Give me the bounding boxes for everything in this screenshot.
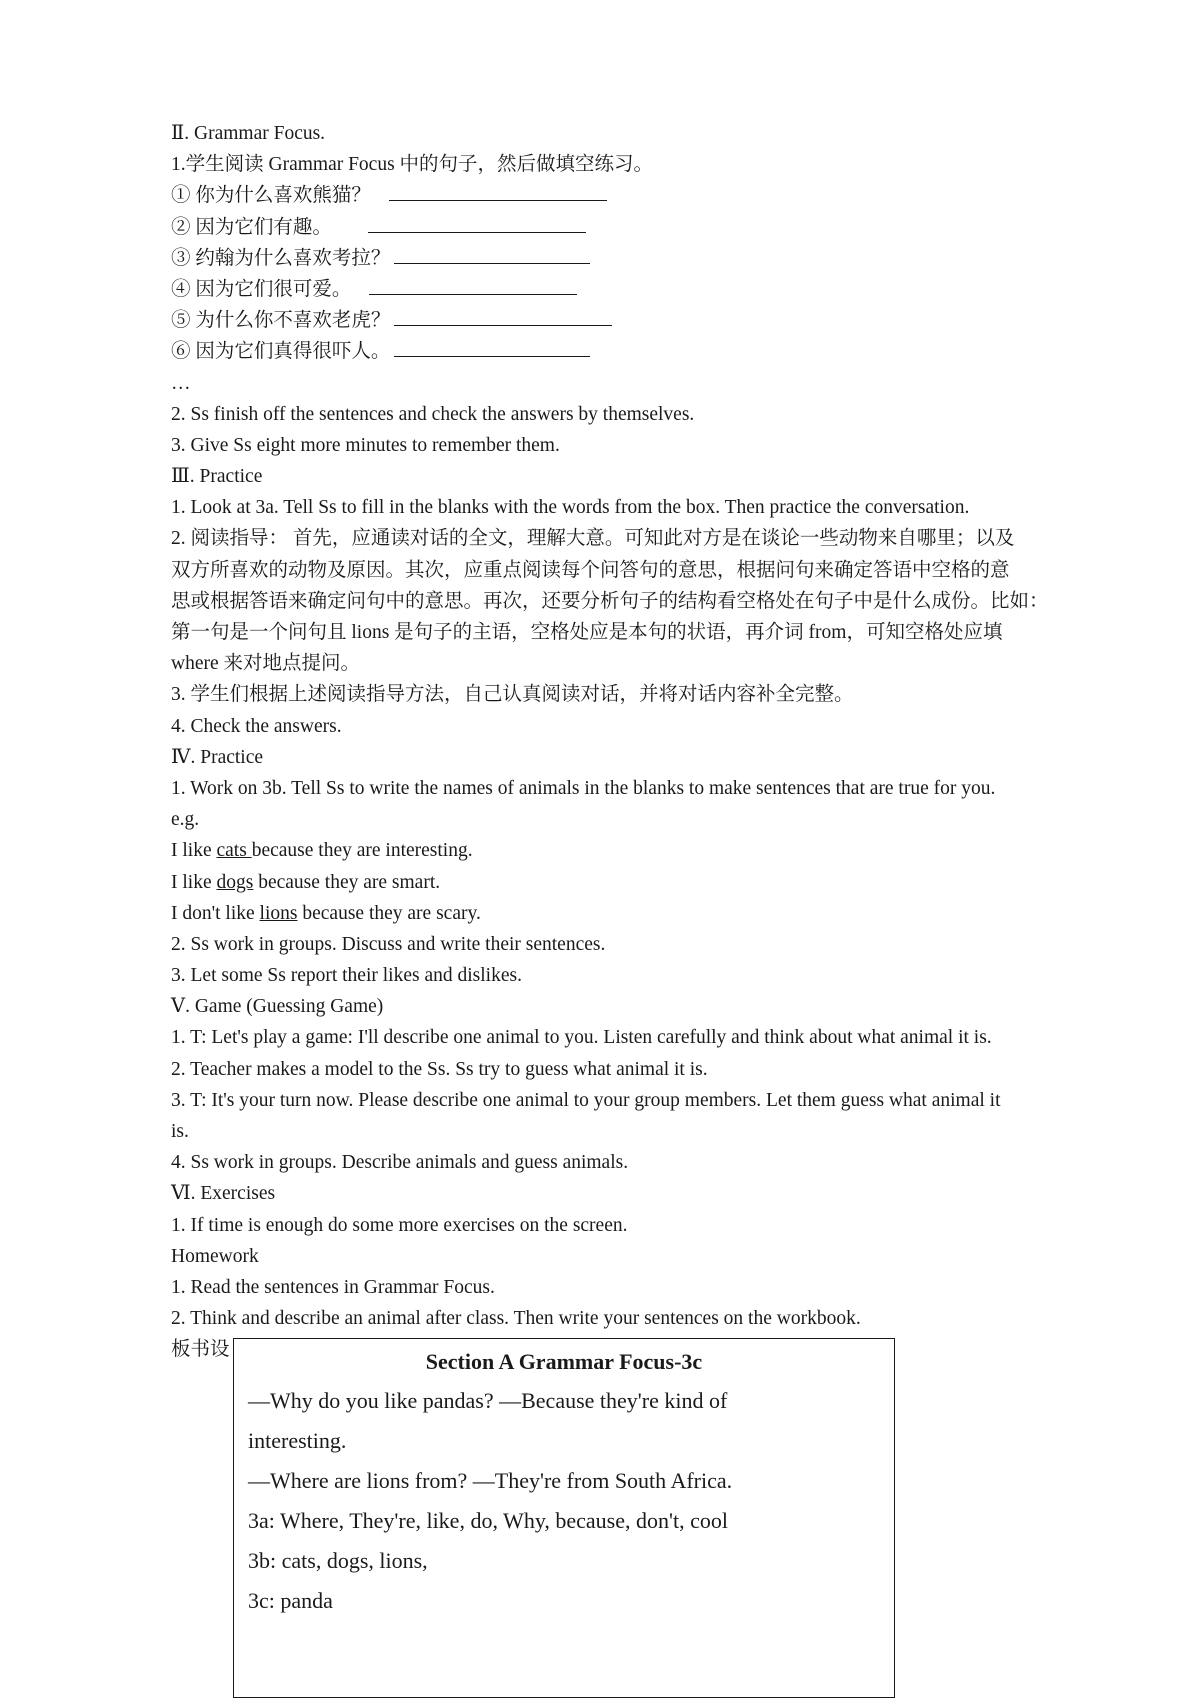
board-line: 3c: panda (248, 1588, 333, 1613)
section-heading-practice: Ⅲ. Practice (171, 466, 263, 488)
blackboard-design-box (233, 1338, 895, 1698)
board-title: Section A Grammar Focus-3c (425, 1349, 703, 1374)
instruction-line: 1. If time is enough do some more exercises on the screen. (171, 1214, 628, 1236)
answer-blank[interactable] (394, 243, 590, 264)
fill-blank-item (171, 180, 1101, 211)
board-body (234, 1381, 894, 1621)
instruction-line: 1. Look at 3a. Tell Ss to fill in the blanks with the words from the box. Then practice the conversation. (171, 497, 970, 519)
instruction-line: 1. Work on 3b. Tell Ss to write the names of animals in the blanks to make sentences that are true for you. (171, 777, 996, 799)
board-line: 3b: cats, dogs, lions, (248, 1548, 428, 1573)
answer-blank[interactable] (368, 212, 586, 233)
example-text: I like (171, 871, 217, 893)
instruction-line: 2. Ss work in groups. Discuss and write their sentences. (171, 933, 606, 955)
instruction-line: 3. Give Ss eight more minutes to remember them. (171, 434, 560, 456)
instruction-line: 1. T: Let's play a game: I'll describe one animal to you. Listen carefully and think about what animal it is. (171, 1027, 992, 1049)
fill-blank-text: ⑤ 为什么你不喜欢老虎？ (171, 310, 391, 332)
homework-item: 2. Think and describe an animal after class. Then write your sentences on the workbook. (171, 1308, 861, 1330)
example-text: I like (171, 840, 217, 862)
board-line: 3a: Where, They're, like, do, Why, because, don't, cool (248, 1508, 728, 1533)
example-animal: dogs (216, 871, 254, 893)
instruction-line: 1.学生阅读 Grammar Focus 中的句子，然后做填空练习。 (171, 154, 654, 176)
board-design-label: 板书设 (171, 1339, 230, 1361)
reading-guide-line: 第一句是一个问句且 lions 是句子的主语，空格处应是本句的状语，再介词 from，可知空格处应填 (171, 622, 1003, 643)
fill-blank-item (171, 336, 1101, 367)
section-heading-game: Ⅴ. Game (Guessing Game) (171, 996, 384, 1018)
lesson-body (171, 118, 1101, 1366)
fill-blank-text: ① 你为什么喜欢熊猫？ (171, 185, 371, 207)
example-animal: lions (259, 902, 298, 924)
instruction-line: is. (171, 1121, 189, 1142)
fill-blank-text: ⑥ 因为它们真得很吓人。 (171, 341, 391, 363)
reading-guide-line: 2. 阅读指导： 首先，应通读对话的全文，理解大意。可知此对方是在谈论一些动物来自哪里；以及 (171, 528, 1015, 550)
example-text: because they are scary. (297, 902, 481, 924)
instruction-line: 2. Ss finish off the sentences and check the answers by themselves. (171, 403, 695, 425)
reading-guide-line: 思或根据答语来确定问句中的意思。再次，还要分析句子的结构看空格处在句子中是什么成份。比如： (171, 590, 1049, 612)
answer-blank[interactable] (369, 274, 577, 295)
fill-blank-item (171, 243, 1101, 274)
instruction-line: 2. Teacher makes a model to the Ss. Ss try to guess what animal it is. (171, 1058, 708, 1080)
fill-blank-text: ④ 因为它们很可爱。 (171, 278, 352, 300)
example-sentence (171, 835, 1101, 866)
example-text: because they are smart. (253, 871, 441, 893)
fill-blank-item (171, 212, 1101, 243)
fill-blank-item (171, 274, 1101, 305)
instruction-line: 3. T: It's your turn now. Please describe one animal to your group members. Let them guess what animal it (171, 1089, 1001, 1111)
instruction-line: 3. Let some Ss report their likes and dislikes. (171, 965, 522, 987)
reading-guide-line: where 来对地点提问。 (171, 653, 361, 675)
answer-blank[interactable] (389, 180, 607, 201)
example-animal: cats (216, 840, 252, 862)
section-heading-exercises: Ⅵ. Exercises (171, 1183, 276, 1205)
section-heading-practice-2: Ⅳ. Practice (171, 746, 264, 768)
example-sentence (171, 867, 1101, 898)
instruction-line: 3. 学生们根据上述阅读指导方法，自己认真阅读对话，并将对话内容补全完整。 (171, 684, 854, 706)
section-heading-grammar-focus: Ⅱ. Grammar Focus. (171, 123, 326, 144)
answer-blank[interactable] (394, 336, 590, 357)
board-line: —Where are lions from? —They're from South Africa. (248, 1468, 733, 1493)
fill-blank-text: ③ 约翰为什么喜欢考拉？ (171, 247, 391, 269)
example-label: e.g. (171, 809, 200, 831)
example-sentence (171, 898, 1101, 929)
reading-guide-line: 双方所喜欢的动物及原因。其次，应重点阅读每个问答句的意思，根据问句来确定答语中空格的意 (171, 559, 1010, 581)
homework-heading: Homework (171, 1245, 259, 1267)
example-text: because they are interesting. (251, 840, 473, 862)
fill-blank-item (171, 305, 1101, 336)
answer-blank[interactable] (394, 305, 612, 326)
fill-blank-text: ② 因为它们有趣。 (171, 216, 332, 238)
instruction-line: 4. Check the answers. (171, 715, 342, 737)
example-text: I don't like (171, 902, 260, 924)
board-line: interesting. (248, 1428, 347, 1453)
board-line: —Why do you like pandas? —Because they're kind of (248, 1388, 728, 1413)
homework-item: 1. Read the sentences in Grammar Focus. (171, 1276, 495, 1298)
ellipsis: … (171, 372, 191, 394)
instruction-line: 4. Ss work in groups. Describe animals and guess animals. (171, 1152, 629, 1174)
